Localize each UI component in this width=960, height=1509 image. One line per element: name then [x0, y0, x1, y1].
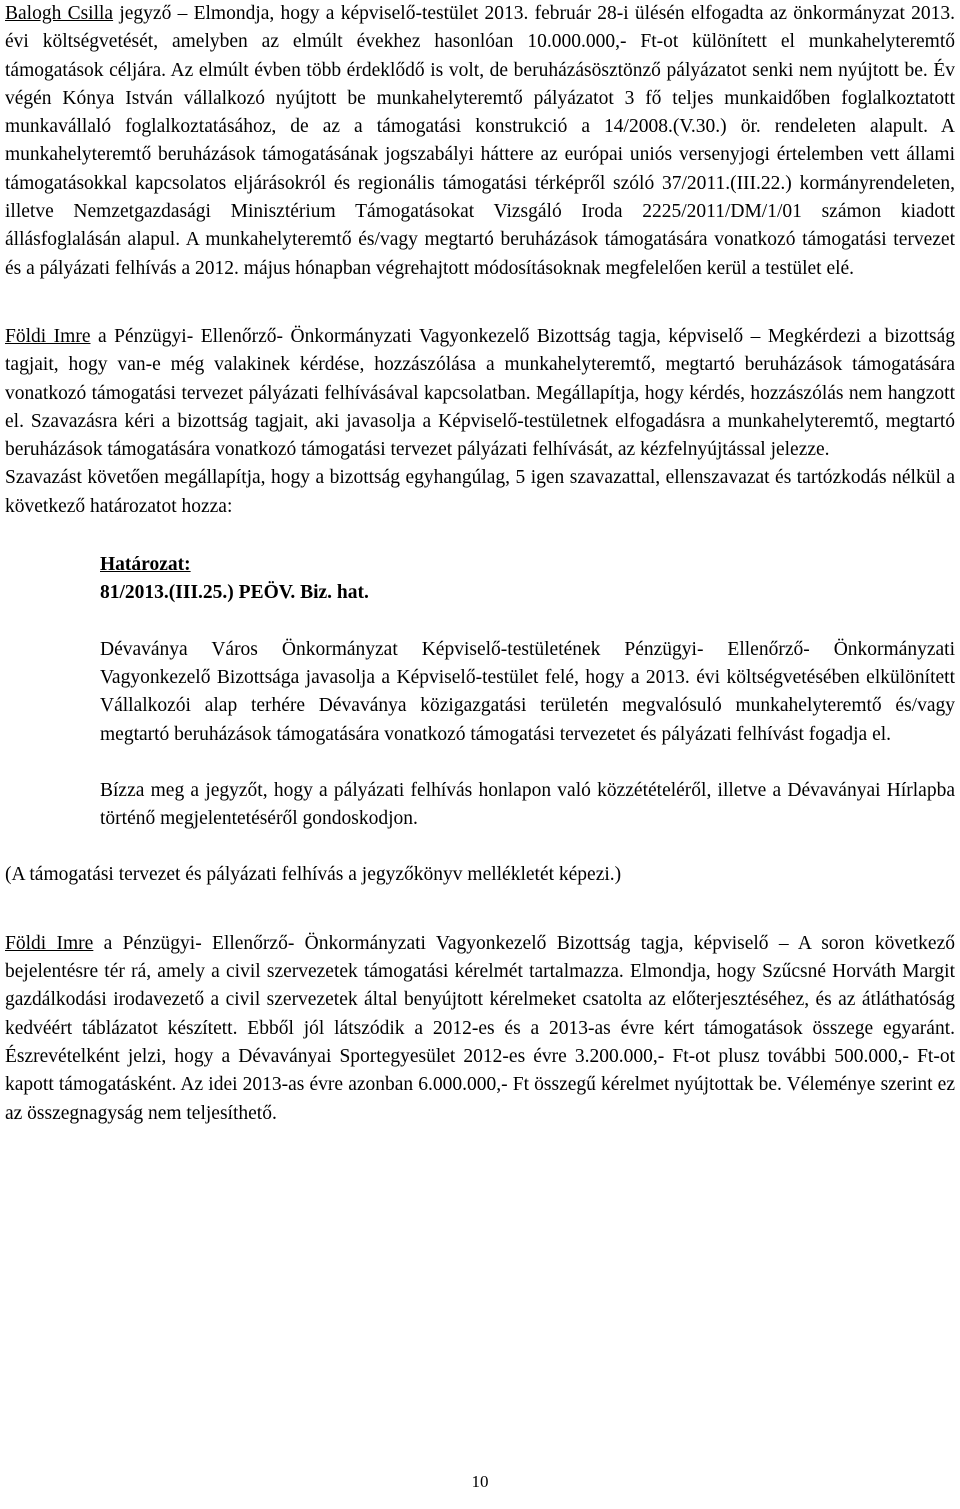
spacer: [5, 749, 955, 777]
paragraph-text: a Pénzügyi- Ellenőrző- Önkormányzati Vagyonkezelő Bizottság tagja, képviselő – A soron következő bejelentésre tér rá, amely a civil szervezetek támogatási kérelmét tartalmazza. Elmondja, hogy Szűcsné Horváth Margit gazdálkodási irodavezető a civil szervezetek által benyújtott kérelmeket csatolta az előterjesztéséhez, és az átláthatóság kedvéért táblázatot készített. Ebből jól látszódik a 2012-es és a 2013-as évre kért támogatások összege egyaránt. Észrevételként jelzi, hogy a Dévaványai Sportegyesület 2012-es évre 3.200.000,- Ft-ot plusz további 500.000,- Ft-ot kapott támogatásként. Az idei 2013-as évre azonban 6.000.000,- Ft összegű kérelmet nyújtottak be. Véleménye szerint ez az összegnagyság nem teljesíthető.: [5, 932, 955, 1124]
speaker-name: Földi Imre: [5, 932, 94, 954]
decision-heading: Határozat:: [100, 554, 191, 576]
speaker-name: Földi Imre: [5, 325, 91, 347]
document-page: [5, 0, 955, 1128]
spacer: [5, 283, 955, 311]
paragraph-foldi-2: [5, 930, 955, 1128]
vote-result-paragraph: Szavazást követően megállapítja, hogy a bizottság egyhangúlag, 5 igen szavazattal, ellenszavazat és tartózkodás nélkül a következő határozatot hozza:: [5, 467, 955, 517]
spacer: [5, 521, 955, 549]
spacer: [5, 833, 955, 861]
paragraph-text: a Pénzügyi- Ellenőrző- Önkormányzati Vagyonkezelő Bizottság tagja, képviselő – Megkérdezi a bizottság tagjait, hogy van-e még valakinek kérdése, hozzászólása a munkahelyteremtő, megtartó beruházások támogatására vonatkozó támogatási tervezet pályázati felhívásával kapcsolatban. Megállapítja, hogy kérdés, hozzászólás nem hangzott el. Szavazásra kéri a bizottság tagjait, aki javasolja a Képviselő-testületnek elfogadásra a munkahelyteremtő, megtartó beruházások támogatására vonatkozó támogatási tervezet pályázati felhívását, az kézfelnyújtással jelezze.: [5, 325, 955, 461]
paragraph-foldi-1: [5, 323, 955, 464]
page-number: 10: [471, 1472, 489, 1491]
spacer: [5, 890, 955, 918]
paragraph-text: jegyző – Elmondja, hogy a képviselő-testület 2013. február 28-i ülésén elfogadta az önkormányzat 2013. évi költségvetését, amelyben az elmúlt évekhez hasonlóan 10.000.000,- Ft-ot különített el munkahelyteremtő támogatások céljára. Az elmúlt évben több érdeklődő is volt, de beruházásösztönző pályázatot senki nem nyújtott be. Év végén Kónya István vállalkozó nyújtott be munkahelyteremtő pályázatot 3 fő teljes munkaidőben foglalkoztatott munkavállaló foglalkoztatásához, de az a támogatási konstrukció a 14/2008.(V.30.) ör. rendeleten alapult. A munkahelyteremtő beruházások támogatásának jogszabályi háttere az európai uniós versenyjogi értelemben vett állami támogatásokkal kapcsolatos eljárásokról és regionális támogatási térképről szóló 37/2011.(III.22.) kormányrendeleten, illetve Nemzetgazdasági Minisztérium Támogatásokat Vizsgáló Iroda 2225/2011/DM/1/01 számon kiadott állásfoglalásán alapul. A munkahelyteremtő és/vagy megtartó beruházások támogatására vonatkozó támogatási tervezet és a pályázati felhívás a 2012. május hónapban végrehajtott módosításoknak megfelelően kerül a testület elé.: [5, 3, 955, 279]
decision-body-2: Bízza meg a jegyzőt, hogy a pályázati felhívás honlapon való közzétételéről, illetve a Dévaványai Hírlapba történő megjelentetéséről gondoskodjon.: [100, 779, 955, 830]
decision-number: 81/2013.(III.25.) PEÖV. Biz. hat.: [100, 582, 369, 604]
paragraph-balogh: [5, 0, 955, 283]
decision-body: Dévaványa Város Önkormányzat Képviselő-testületének Pénzügyi- Ellenőrző- Önkormányzati Vagyonkezelő Bizottsága javasolja a Képviselő-testület felé, hogy a 2013. évi költségvetésében elkülönített Vállalkozói alap terhére Dévaványa közigazgatási területén megvalósuló munkahelyteremtő és/vagy megtartó beruházások támogatására vonatkozó támogatási tervezetet és pályázati felhívást fogadja el.: [100, 638, 955, 745]
attachment-note: (A támogatási tervezet és pályázati felhívás a jegyzőkönyv mellékletét képezi.): [5, 864, 622, 886]
speaker-name: Balogh Csilla: [5, 3, 114, 24]
spacer: [5, 608, 955, 636]
